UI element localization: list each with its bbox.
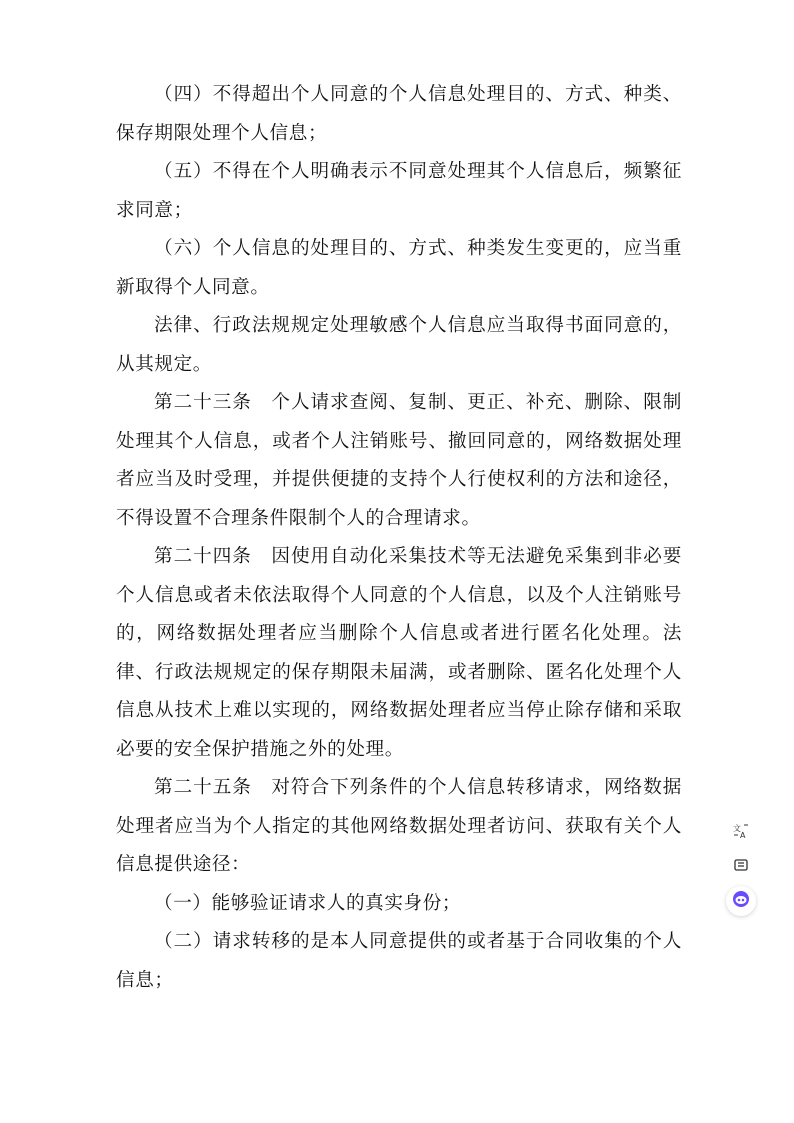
translate-icon bbox=[732, 822, 750, 840]
assistant-bot-icon bbox=[731, 889, 751, 913]
document-body bbox=[116, 76, 682, 1000]
article-25: 第二十五条 对符合下列条件的个人信息转移请求，网络数据处理者应当为个人指定的其他网络数据处理者访问、获取有关个人信息提供途径： bbox=[116, 777, 682, 875]
paragraph-written-consent: 法律、行政法规规定处理敏感个人信息应当取得书面同意的，从其规定。 bbox=[116, 315, 682, 375]
side-toolbar bbox=[725, 818, 757, 916]
paragraph-item-4: （四）不得超出个人同意的个人信息处理目的、方式、种类、保存期限处理个人信息； bbox=[116, 84, 682, 144]
translate-button[interactable] bbox=[727, 818, 755, 844]
copy-button[interactable] bbox=[727, 852, 755, 878]
article-23: 第二十三条 个人请求查阅、复制、更正、补充、删除、限制处理其个人信息，或者个人注销账号、撤回同意的，网络数据处理者应当及时受理，并提供便捷的支持个人行使权利的方法和途径，不得设置不合理条件限制个人的合理请求。 bbox=[116, 392, 682, 529]
paragraph-item-5: （五）不得在个人明确表示不同意处理其个人信息后，频繁征求同意； bbox=[116, 161, 682, 221]
svg-text:文: 文 bbox=[733, 824, 741, 833]
article-25-item-2: （二）请求转移的是本人同意提供的或者基于合同收集的个人信息； bbox=[116, 931, 682, 991]
paragraph-item-6: （六）个人信息的处理目的、方式、种类发生变更的，应当重新取得个人同意。 bbox=[116, 238, 682, 298]
article-24: 第二十四条 因使用自动化采集技术等无法避免采集到非必要个人信息或者未依法取得个人同意的个人信息，以及个人注销账号的，网络数据处理者应当删除个人信息或者进行匿名化处理。法律、行政法规规定的保存期限未届满，或者删除、匿名化处理个人信息从技术上难以实现的，网络数据处理者应当停止除存储和采取必要的安全保护措施之外的处理。 bbox=[116, 546, 682, 760]
assistant-button[interactable] bbox=[726, 886, 756, 916]
svg-text:A: A bbox=[740, 831, 746, 840]
copy-icon bbox=[733, 857, 749, 873]
article-25-item-1: （一）能够验证请求人的真实身份； bbox=[154, 892, 462, 914]
